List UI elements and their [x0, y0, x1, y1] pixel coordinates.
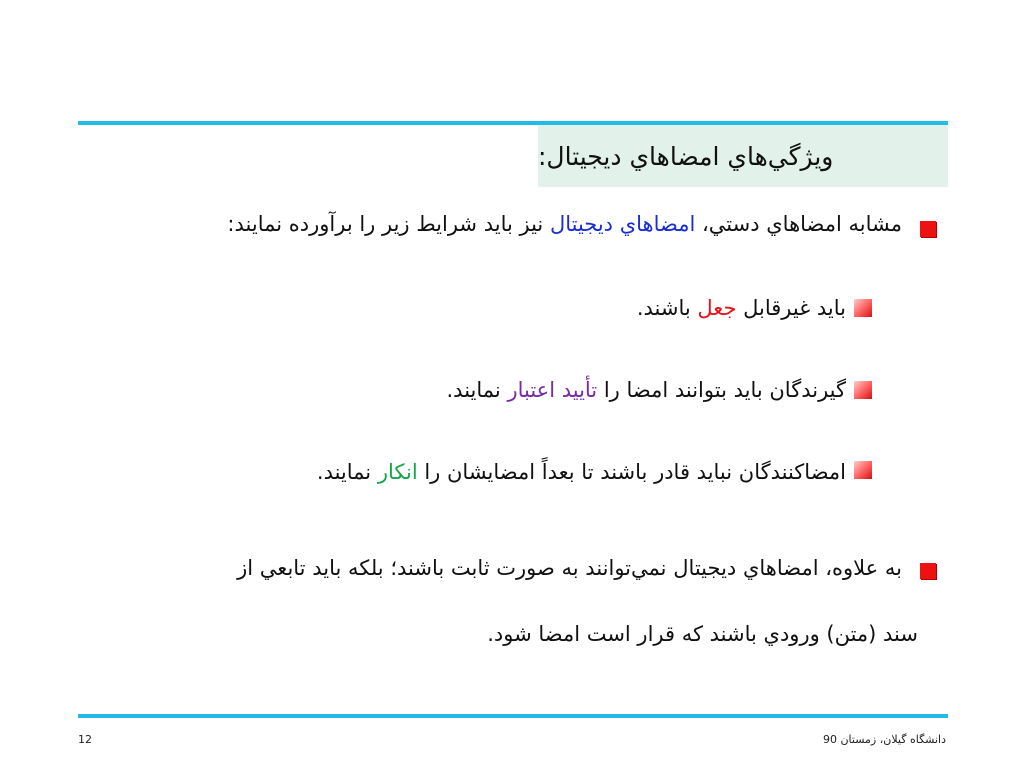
slide-title: ويژگي‌هاي امضاهاي ديجيتال:: [538, 141, 834, 171]
slide-title-box: [538, 125, 948, 187]
bullet-1-before: مشابه امضاهاي دستي،: [695, 212, 902, 236]
sub-1-highlight: جعل: [697, 296, 737, 320]
sub-3-after: نمايند.: [316, 460, 378, 484]
sub-bullet-icon: [854, 299, 872, 317]
bullet-2-line-1: به علاوه، امضاهاي ديجيتال نمي‌توانند به صورت ثابت باشند؛ بلكه بايد تابعي از: [237, 556, 902, 580]
sub-bullet-3-text: [317, 460, 846, 484]
sub-1-before: بايد غيرقابل: [736, 296, 846, 320]
sub-bullet-icon: [854, 381, 872, 399]
sub-bullet-2-text: [447, 378, 847, 402]
bullet-square-icon: [920, 221, 936, 237]
bullet-square-icon: [920, 563, 936, 579]
sub-3-before: امضاكنندگان نبايد قادر باشند تا بعداً امضايشان را: [417, 460, 846, 484]
bottom-divider: [78, 714, 948, 718]
sub-3-highlight: انكار: [377, 460, 418, 484]
bullet-1-text: [227, 212, 902, 236]
bullet-2-line-2: سند (متن) ورودي باشند كه قرار است امضا شود.: [487, 622, 918, 646]
sub-2-after: نمايند.: [446, 378, 508, 402]
bullet-1-highlight: امضاهاي ديجيتال: [549, 212, 696, 236]
sub-bullet-icon: [854, 461, 872, 479]
sub-bullet-1-text: [637, 296, 846, 320]
sub-1-after: باشند.: [636, 296, 698, 320]
sub-2-highlight: تأييد اعتبار: [507, 378, 598, 402]
sub-2-before: گيرندگان بايد بتوانند امضا را: [597, 378, 846, 402]
bullet-1-after: نيز بايد شرايط زير را برآورده نمايند:: [227, 212, 550, 236]
page-number: 12: [78, 733, 92, 746]
footer-credit: دانشگاه گيلان، زمستان 90: [822, 733, 946, 746]
